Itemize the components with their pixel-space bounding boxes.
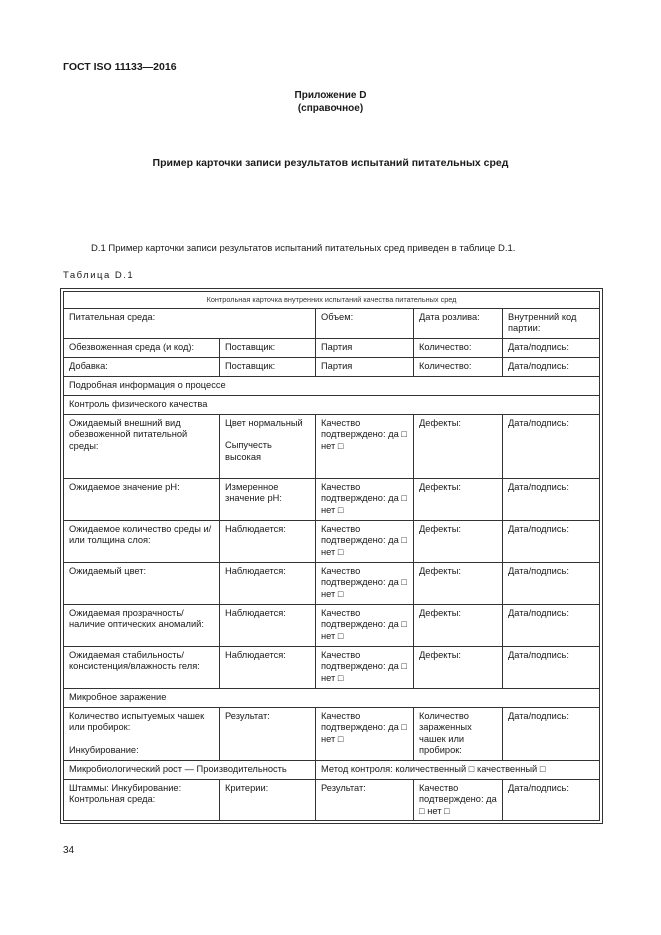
section-physical-control: Контроль физического качества (64, 395, 600, 414)
cell: Количество: (414, 357, 503, 376)
cell: Партия (316, 357, 414, 376)
cell: Количество зараженных чашек или пробирок: (414, 707, 503, 760)
cell: Качество подтверждено: да □ нет □ (316, 604, 414, 646)
cell: Ожидаемое значение рН: (64, 478, 220, 520)
cell-batch-code: Внутренний код партии: (503, 308, 600, 338)
cell: Дата/подпись: (503, 707, 600, 760)
cell: Поставщик: (220, 357, 316, 376)
cell-volume: Объем: (316, 308, 414, 338)
cell: Качество подтверждено: да □ нет □ (316, 707, 414, 760)
cell: Качество подтверждено: да □ нет □ (316, 562, 414, 604)
cell: Наблюдается: (220, 646, 316, 688)
table-caption-row (64, 292, 600, 309)
cell: Ожидаемая стабильность/консистенция/влажность геля: (64, 646, 220, 688)
cell: Ожидаемое количество среды и/или толщина слоя: (64, 520, 220, 562)
table-row (64, 357, 600, 376)
cell: Наблюдается: (220, 562, 316, 604)
cell: Качество подтверждено: да □ нет □ (316, 478, 414, 520)
section-row (64, 395, 600, 414)
table-caption: Контрольная карточка внутренних испытаний качества питательных сред (64, 292, 600, 309)
table-row (64, 760, 600, 779)
cell: Добавка: (64, 357, 220, 376)
cell: Дата/подпись: (503, 562, 600, 604)
cell: Дефекты: (414, 520, 503, 562)
cell-pour-date: Дата розлива: (414, 308, 503, 338)
cell: Измеренное значение рН: (220, 478, 316, 520)
cell (64, 707, 220, 760)
cell: Микробиологический рост — Производительность (64, 760, 316, 779)
table-row (64, 338, 600, 357)
table-label: Таблица D.1 (63, 270, 135, 281)
section-microbial: Микробное заражение (64, 688, 600, 707)
cell: Дата/подпись: (503, 646, 600, 688)
cell: Метод контроля: количественный □ качественный □ (316, 760, 600, 779)
section-row (64, 688, 600, 707)
cell: Ожидаемый внешний вид обезвоженной питательной среды: (64, 414, 220, 478)
cell: Количество: (414, 338, 503, 357)
cell: Дата/подпись: (503, 779, 600, 821)
cell: Партия (316, 338, 414, 357)
intro-paragraph: D.1 Пример карточки записи результатов испытаний питательных сред приведен в таблице D.1. (91, 243, 516, 254)
table-row (64, 562, 600, 604)
table-row (64, 779, 600, 821)
cell: Дата/подпись: (503, 357, 600, 376)
appendix-subtitle: (справочное) (297, 103, 364, 114)
page-number: 34 (63, 845, 75, 856)
cell: Качество подтверждено: да □ нет □ (414, 779, 503, 821)
cell-line: Цвет нормальный (225, 417, 303, 428)
cell: Критерии: (220, 779, 316, 821)
cell: Дефекты: (414, 478, 503, 520)
section-row (64, 376, 600, 395)
cell: Результат: (316, 779, 414, 821)
cell-medium: Питательная среда: (64, 308, 316, 338)
appendix-title: Приложение D (294, 90, 367, 101)
cell: Дата/подпись: (503, 414, 600, 478)
cell (220, 414, 316, 478)
table-row (64, 414, 600, 478)
cell: Дефекты: (414, 562, 503, 604)
document-title: Пример карточки записи результатов испытаний питательных сред (152, 157, 509, 169)
table-row (64, 604, 600, 646)
cell: Дата/подпись: (503, 338, 600, 357)
cell-line: Инкубирование: (69, 744, 139, 755)
cell: Наблюдается: (220, 520, 316, 562)
table-row (64, 707, 600, 760)
table-row (64, 646, 600, 688)
table-row (64, 308, 600, 338)
cell: Ожидаемый цвет: (64, 562, 220, 604)
quality-control-card-table (63, 291, 600, 821)
cell: Дефекты: (414, 646, 503, 688)
standard-header: ГОСТ ISO 11133—2016 (63, 61, 177, 73)
cell-line: Сыпучесть высокая (225, 440, 272, 462)
cell: Качество подтверждено: да □ нет □ (316, 520, 414, 562)
cell: Поставщик: (220, 338, 316, 357)
cell: Качество подтверждено: да □ нет □ (316, 646, 414, 688)
cell: Ожидаемая прозрачность/наличие оптических аномалий: (64, 604, 220, 646)
table-row (64, 478, 600, 520)
cell: Результат: (220, 707, 316, 760)
cell-line: Количество испытуемых чашек или пробирок: (69, 710, 205, 732)
cell: Дата/подпись: (503, 604, 600, 646)
cell: Качество подтверждено: да □ нет □ (316, 414, 414, 478)
cell: Штаммы: Инкубирование: Контрольная среда: (64, 779, 220, 821)
cell: Дата/подпись: (503, 520, 600, 562)
section-process-info: Подробная информация о процессе (64, 376, 600, 395)
cell: Обезвоженная среда (и код): (64, 338, 220, 357)
table-row (64, 520, 600, 562)
cell: Дефекты: (414, 414, 503, 478)
cell: Дата/подпись: (503, 478, 600, 520)
cell: Наблюдается: (220, 604, 316, 646)
cell: Дефекты: (414, 604, 503, 646)
